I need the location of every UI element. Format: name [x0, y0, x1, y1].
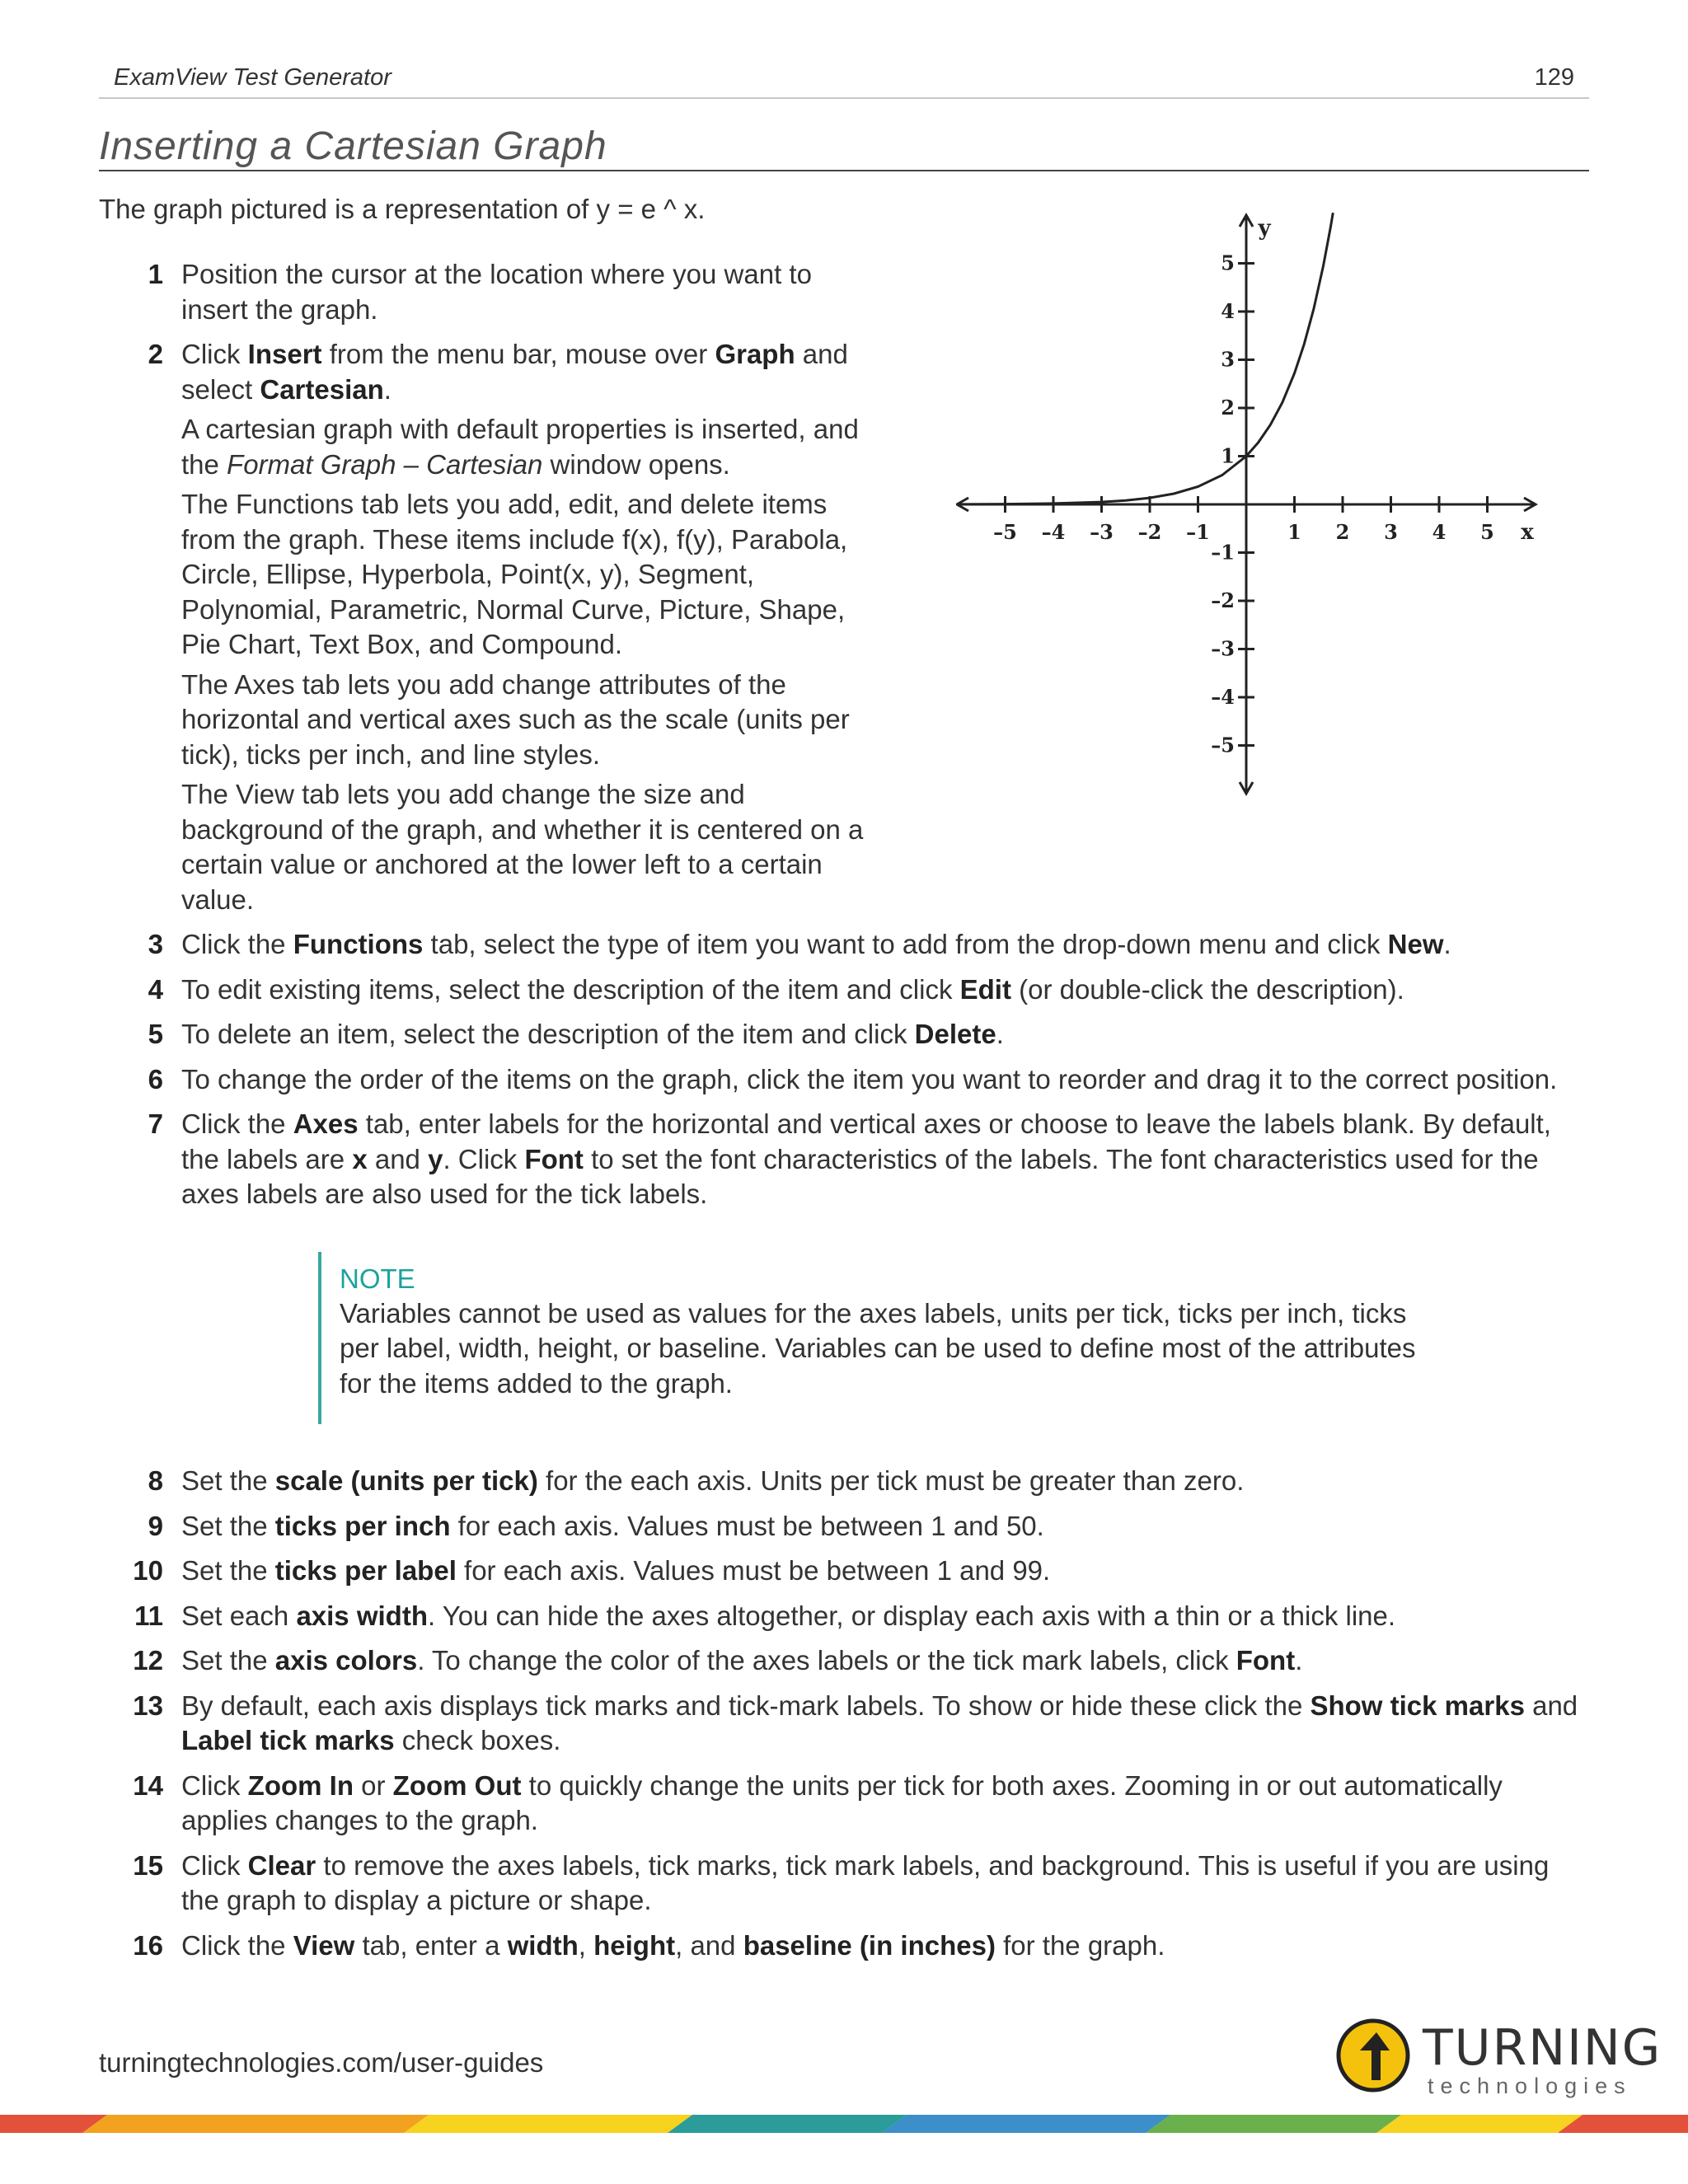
- y-axis-label: y: [1258, 216, 1271, 241]
- y-tick-label: –4: [1211, 685, 1235, 709]
- note-label: NOTE: [340, 1263, 415, 1294]
- x-tick-label: –1: [1186, 520, 1210, 544]
- section-title: Inserting a Cartesian Graph: [99, 124, 1589, 171]
- x-tick-label: –4: [1041, 520, 1066, 544]
- step-number: 3: [148, 929, 163, 959]
- x-tick-label: 5: [1480, 520, 1494, 544]
- steps-list: [124, 257, 1591, 1973]
- step-number: 10: [133, 1555, 163, 1586]
- y-tick-label: 5: [1221, 251, 1235, 275]
- y-tick-label: 1: [1221, 443, 1235, 468]
- y-tick-label: –3: [1211, 636, 1235, 661]
- x-tick-label: –5: [993, 520, 1017, 544]
- step-text: To edit existing items, select the description of the item and click Edit (or double-click the description).: [181, 973, 1404, 1005]
- x-tick-label: 1: [1287, 520, 1301, 544]
- step-text: Set each axis width. You can hide the axes altogether, or display each axis with a thin or a thick line.: [181, 1600, 1396, 1631]
- step-number: 16: [133, 1929, 163, 1961]
- step-text: To delete an item, select the description of the item and click Delete.: [181, 1019, 1004, 1049]
- step-6: [124, 1062, 1591, 1098]
- logo-brand-text: TURNING: [1423, 2019, 1662, 2077]
- step-number: 9: [148, 1510, 163, 1541]
- step-13: [124, 1689, 1591, 1759]
- step-text: Set the scale (units per tick) for the each axis. Units per tick must be greater than zero.: [181, 1465, 1245, 1496]
- axes-tab-description: The Axes tab lets you add change attributes of the horizontal and vertical axes such as the scale (units per tick), ticks per inch, and line styles.: [181, 668, 850, 770]
- step-number: 5: [148, 1019, 163, 1049]
- step-number: 14: [133, 1769, 163, 1801]
- functions-tab-description: The Functions tab lets you add, edit, and delete items from the graph. These items include f(x), f(y), Parabola, Circle, Ellipse, Hyperbola, Point(x, y), Segment, Polynomial, Parametric, Normal Curve, Picture, Shape, Pie Chart, Text Box, and Compound.: [181, 489, 848, 659]
- y-tick-label: –5: [1211, 733, 1235, 757]
- step-7: [124, 1107, 1591, 1212]
- step-16: [124, 1929, 1591, 1964]
- y-tick-label: 4: [1221, 299, 1235, 323]
- footer-url: turningtechnologies.com/user-guides: [99, 2047, 544, 2078]
- y-tick-label: 2: [1221, 396, 1235, 419]
- step-number: 4: [148, 973, 163, 1005]
- step-10: [124, 1554, 1591, 1589]
- step-text: Click Zoom In or Zoom Out to quickly change the units per tick for both axes. Zooming in or out automatically applies changes to the graph.: [181, 1769, 1503, 1835]
- x-tick-label: 3: [1384, 520, 1398, 544]
- step-12: [124, 1643, 1591, 1679]
- step-number: 15: [133, 1849, 163, 1881]
- step-text: Position the cursor at the location where you want to insert the graph.: [181, 259, 812, 325]
- x-tick-label: 2: [1335, 520, 1350, 544]
- step-14: [124, 1769, 1591, 1839]
- step-text: Set the axis colors. To change the color of the axes labels or the tick mark labels, click Font.: [181, 1645, 1303, 1675]
- step-number: 11: [134, 1600, 163, 1631]
- step-text: Set the ticks per label for each axis. Values must be between 1 and 99.: [181, 1555, 1051, 1586]
- step-number: 8: [148, 1465, 163, 1496]
- step-number: 7: [148, 1108, 163, 1139]
- y-tick-label: 3: [1221, 347, 1235, 372]
- x-tick-label: –3: [1090, 520, 1114, 544]
- step-1: [124, 257, 1591, 327]
- intro-text: The graph pictured is a representation of y = e ^ x.: [99, 194, 706, 224]
- step-number: 12: [133, 1645, 163, 1675]
- footer-color-stripe: [0, 2115, 1688, 2133]
- x-tick-label: 4: [1432, 520, 1447, 544]
- page-number: 129: [1534, 64, 1574, 91]
- y-tick-label: –1: [1211, 540, 1235, 565]
- step-text: Click the Functions tab, select the type of item you want to add from the drop-down menu and click New.: [181, 929, 1451, 959]
- step-11: [124, 1599, 1591, 1634]
- logo-sub-text: technologies: [1428, 2074, 1632, 2098]
- step-text: Set the ticks per inch for each axis. Values must be between 1 and 50.: [181, 1510, 1044, 1541]
- note-text: Variables cannot be used as values for the axes labels, units per tick, ticks per inch, ticks per label, width, height, or baseline. Variables can be used to define most of the attributes for the items added to the graph.: [340, 1297, 1416, 1399]
- step-text: Click Clear to remove the axes labels, tick marks, tick mark labels, and background. This is useful if you are using the graph to display a picture or shape.: [181, 1849, 1550, 1915]
- step-4: [124, 972, 1591, 1008]
- step-number: 13: [133, 1690, 163, 1721]
- step-5: [124, 1017, 1591, 1052]
- step-15: [124, 1849, 1591, 1919]
- step-text: Click the View tab, enter a width, height, and baseline (in inches) for the graph.: [181, 1929, 1165, 1961]
- y-tick-label: –2: [1211, 588, 1235, 612]
- step-text: Click Insert from the menu bar, mouse over Graph and select Cartesian.: [181, 339, 848, 405]
- view-tab-description: The View tab lets you add change the size and background of the graph, and whether it is centered on a certain value or anchored at the lower left to a certain value.: [181, 779, 864, 915]
- step-9: [124, 1509, 1591, 1544]
- step-3: [124, 927, 1591, 963]
- step-text: To change the order of the items on the graph, click the item you want to reorder and drag it to the correct position.: [181, 1063, 1558, 1094]
- step-number: 2: [148, 339, 163, 369]
- step-subtext: A cartesian graph with default properties is inserted, and the Format Graph – Cartesian window opens.: [181, 414, 859, 480]
- step-text: Click the Axes tab, enter labels for the horizontal and vertical axes or choose to leave the labels blank. By default, the labels are x and y. Click Font to set the font characteristics of the labels. The font characteristics used for the axes labels are also used for the tick labels.: [181, 1108, 1551, 1209]
- step-2: [124, 337, 1591, 917]
- step-number: 6: [148, 1063, 163, 1094]
- step-text: By default, each axis displays tick marks and tick-mark labels. To show or hide these click the Show tick marks and Label tick marks check boxes.: [181, 1690, 1578, 1755]
- page-header: [99, 59, 1589, 99]
- turning-technologies-logo: [1335, 2018, 1662, 2100]
- step-number: 1: [148, 259, 163, 289]
- step-8: [124, 1464, 1591, 1499]
- document-title: ExamView Test Generator: [114, 64, 392, 91]
- note-box: [318, 1252, 1436, 1425]
- x-tick-label: –2: [1137, 520, 1162, 544]
- x-axis-label: x: [1521, 520, 1534, 545]
- arrow-logo-icon: [1335, 2018, 1411, 2093]
